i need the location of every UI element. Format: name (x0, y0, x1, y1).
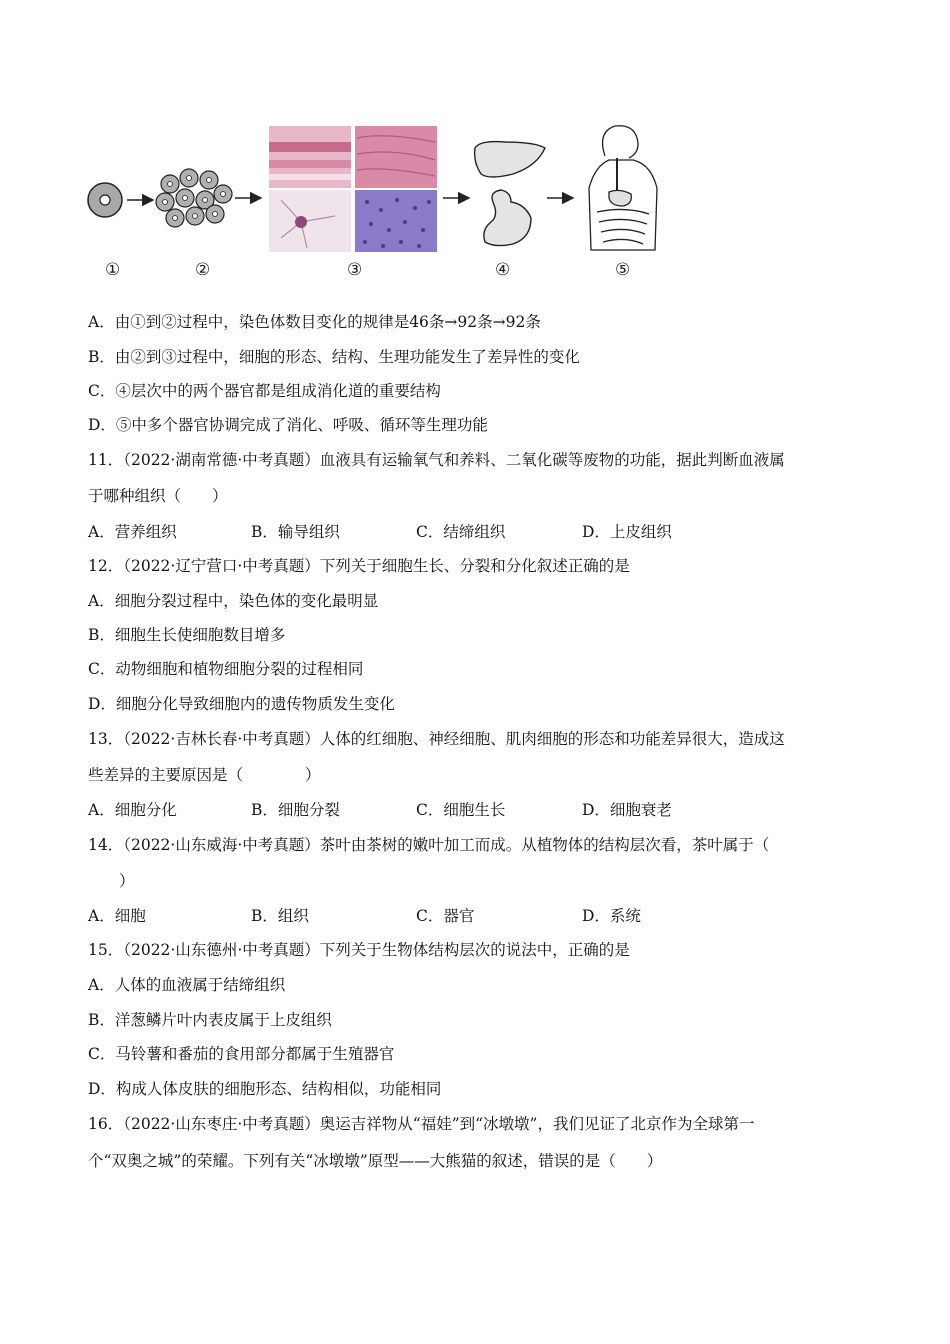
q11-option-d: D．上皮组织 (582, 523, 672, 541)
q13-option-d: D．细胞衰老 (582, 801, 672, 819)
q14-option-b: B．组织 (251, 907, 309, 925)
figure-label-4: ④ (495, 260, 511, 280)
q10-option-c: C．④层次中的两个器官都是组成消化道的重要结构 (88, 382, 441, 400)
q15-option-b: B．洋葱鳞片叶内表皮属于上皮组织 (88, 1011, 332, 1029)
q13-option-c: C．细胞生长 (416, 801, 506, 819)
q11-stem-line-1: 11．（2022·湖南常德·中考真题）血液具有运输氧气和养料、二氧化碳等废物的功能，据此判断血液属 (88, 451, 785, 469)
q14-option-d: D．系统 (582, 907, 641, 925)
digestive-system-icon (589, 126, 657, 250)
q12-option-d: D．细胞分化导致细胞内的遗传物质发生变化 (88, 695, 395, 713)
cell-cluster-icon (156, 169, 232, 227)
figure-label-3: ③ (347, 260, 363, 280)
q11-option-b: B．输导组织 (251, 523, 340, 541)
q10-option-a: A．由①到②过程中，染色体数目变化的规律是46条→92条→92条 (88, 313, 541, 331)
q14-stem-line-2: ） (88, 872, 135, 890)
organs-liver-stomach-icon (475, 142, 545, 246)
q14-option-c: C．器官 (416, 907, 475, 925)
q13-stem-line-1: 13．（2022·吉林长春·中考真题）人体的红细胞、神经细胞、肌肉细胞的形态和功能差异很大，造成这 (88, 730, 785, 748)
q13-option-b: B．细胞分裂 (251, 801, 340, 819)
q10-option-d: D．⑤中多个器官协调完成了消化、呼吸、循环等生理功能 (88, 416, 488, 434)
q16-stem-line-2: 个“双奥之城”的荣耀。下列有关“冰墩墩”原型——大熊猫的叙述，错误的是（ ） (88, 1152, 663, 1170)
q16-stem-line-1: 16．（2022·山东枣庄·中考真题）奥运吉祥物从“福娃”到“冰墩墩”，我们见证了北京作为全球第一 (88, 1115, 755, 1133)
q12-option-b: B．细胞生长使细胞数目增多 (88, 626, 286, 644)
figure-illustration (85, 118, 685, 258)
q15-option-d: D．构成人体皮肤的细胞形态、结构相似，功能相同 (88, 1080, 442, 1098)
figure-label-2: ② (195, 260, 211, 280)
q12-stem: 12．（2022·辽宁营口·中考真题）下列关于细胞生长、分裂和分化叙述正确的是 (88, 557, 630, 575)
tissue-micrographs (269, 126, 437, 252)
q12-option-c: C．动物细胞和植物细胞分裂的过程相同 (88, 660, 364, 678)
q14-option-a: A．细胞 (88, 907, 146, 925)
q15-option-a: A．人体的血液属于结缔组织 (88, 976, 286, 994)
q11-option-c: C．结缔组织 (416, 523, 506, 541)
q10-option-b: B．由②到③过程中，细胞的形态、结构、生理功能发生了差异性的变化 (88, 348, 580, 366)
q15-option-c: C．马铃薯和番茄的食用部分都属于生殖器官 (88, 1045, 395, 1063)
q13-option-a: A．细胞分化 (88, 801, 177, 819)
q14-stem-line-1: 14．（2022·山东威海·中考真题）茶叶由茶树的嫩叶加工而成。从植物体的结构层次看，茶叶属于（ (88, 836, 770, 854)
figure-label-1: ① (105, 260, 121, 280)
single-cell-icon (88, 183, 122, 217)
q12-option-a: A．细胞分裂过程中，染色体的变化最明显 (88, 592, 379, 610)
structure-levels-figure (85, 118, 685, 286)
q11-option-a: A．营养组织 (88, 523, 177, 541)
q11-stem-line-2: 于哪种组织（ ） (88, 487, 228, 505)
q15-stem: 15．（2022·山东德州·中考真题）下列关于生物体结构层次的说法中，正确的是 (88, 941, 630, 959)
q13-stem-line-2: 些差异的主要原因是（ ） (88, 766, 321, 784)
figure-label-5: ⑤ (615, 260, 631, 280)
